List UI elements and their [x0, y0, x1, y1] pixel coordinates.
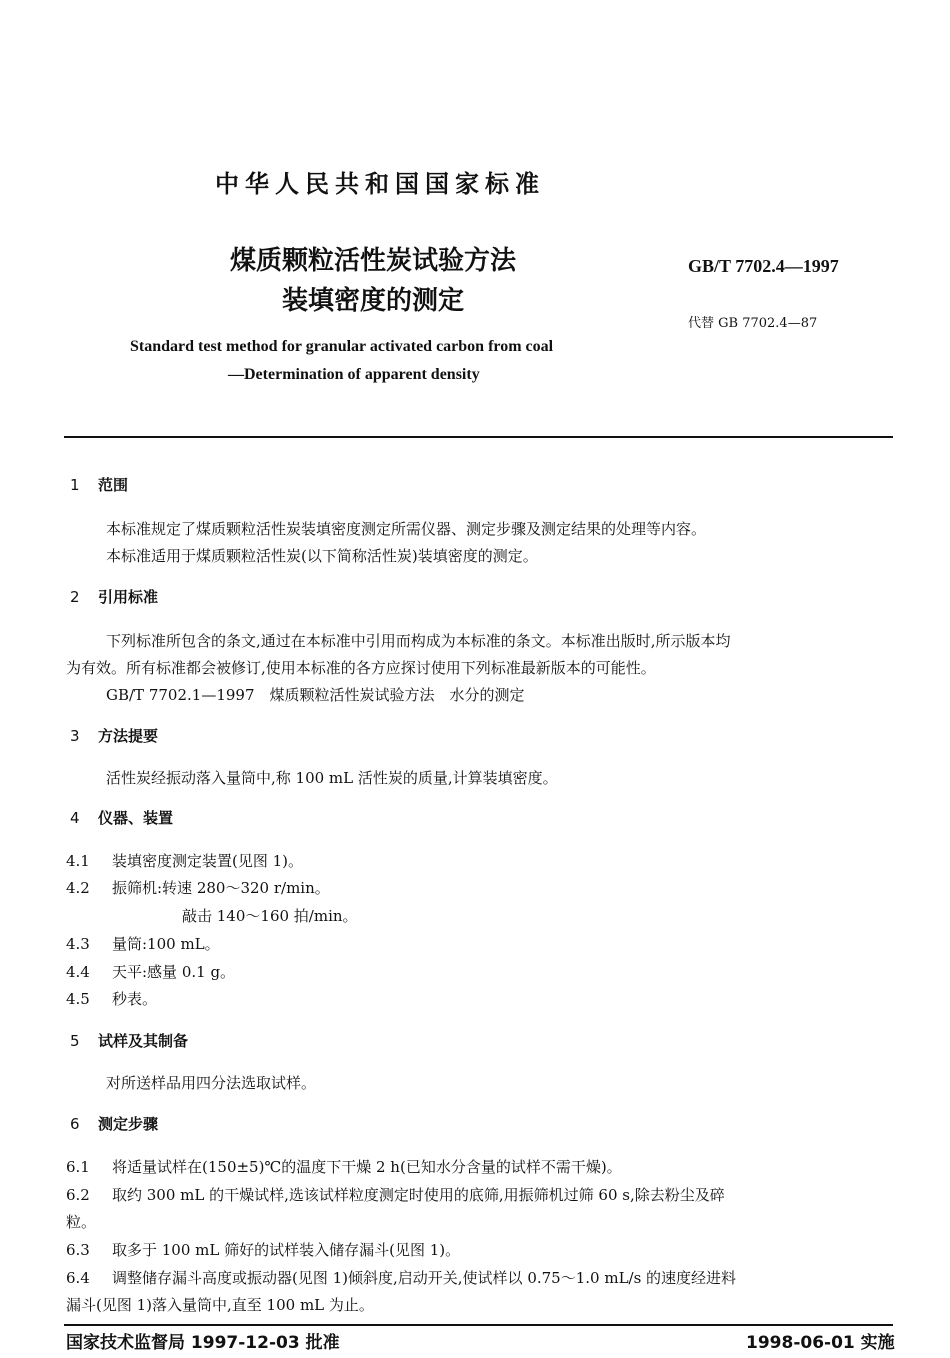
item-number: 6.2 [66, 1186, 90, 1204]
section-4-item [66, 961, 235, 982]
replaces-standard: 代替 GB 7702.4—87 [688, 316, 818, 331]
section-1-para-2: 本标准适用于煤质颗粒活性炭(以下简称活性炭)装填密度的测定。 [106, 547, 538, 565]
item-text: 敲击 140～160 拍/min。 [182, 907, 358, 925]
section-6-heading [70, 1113, 158, 1134]
standard-number: GB/T 7702.4—1997 [688, 256, 839, 276]
section-2-para-1a: 下列标准所包含的条文,通过在本标准中引用而构成为本标准的条文。本标准出版时,所示版本均 [106, 632, 731, 650]
section-number: 2 [70, 588, 80, 606]
item-text: 取多于 100 mL 筛好的试样装入储存漏斗(见图 1)。 [112, 1241, 461, 1259]
section-3-para-1: 活性炭经振动落入量筒中,称 100 mL 活性炭的质量,计算装填密度。 [106, 769, 558, 787]
item-number: 6.1 [66, 1158, 90, 1176]
item-text: 取约 300 mL 的干燥试样,选该试样粒度测定时使用的底筛,用振筛机过筛 60 s,除去粉尘及碎 [112, 1186, 725, 1204]
section-number: 3 [70, 727, 80, 745]
section-6-item [66, 1239, 460, 1260]
section-title: 引用标准 [98, 588, 159, 606]
section-number: 6 [70, 1115, 80, 1133]
header-divider [64, 436, 893, 438]
section-title: 方法提要 [98, 727, 159, 745]
item-text: 振筛机:转速 280～320 r/min。 [112, 879, 330, 897]
section-3-heading [70, 725, 158, 746]
approval-date: 国家技术监督局 1997-12-03 批准 [66, 1333, 340, 1353]
section-number: 5 [70, 1032, 80, 1050]
section-6-item-continuation [66, 1211, 96, 1232]
section-5-para-1: 对所送样品用四分法选取试样。 [106, 1074, 317, 1092]
item-text: 将适量试样在(150±5)℃的温度下干燥 2 h(已知水分含量的试样不需干燥)。 [112, 1158, 622, 1176]
section-2-heading [70, 586, 158, 607]
title-cn-line1: 煤质颗粒活性炭试验方法 [230, 246, 517, 276]
item-number: 6.4 [66, 1269, 90, 1287]
title-cn-line2: 装填密度的测定 [282, 286, 465, 316]
effective-date: 1998-06-01 实施 [746, 1333, 895, 1353]
section-4-heading [70, 807, 173, 828]
item-number: 4.3 [66, 935, 90, 953]
section-6-item [66, 1156, 622, 1177]
section-1-para-1: 本标准规定了煤质颗粒活性炭装填密度测定所需仪器、测定步骤及测定结果的处理等内容。 [106, 520, 707, 538]
section-title: 测定步骤 [98, 1115, 159, 1133]
section-title: 仪器、装置 [98, 809, 174, 827]
section-6-item-continuation [66, 1294, 374, 1315]
section-1-heading [70, 474, 128, 495]
item-text: 漏斗(见图 1)落入量筒中,直至 100 mL 为止。 [66, 1296, 374, 1314]
section-5-heading [70, 1030, 188, 1051]
footer-divider [64, 1324, 893, 1326]
item-text: 调整储存漏斗高度或振动器(见图 1)倾斜度,启动开关,使试样以 0.75～1.0 mL/s 的速度经进料 [112, 1269, 737, 1287]
section-2-para-1b: 为有效。所有标准都会被修订,使用本标准的各方应探讨使用下列标准最新版本的可能性。 [66, 659, 656, 677]
section-4-item [66, 877, 330, 898]
item-text: 量筒:100 mL。 [112, 935, 220, 953]
title-en-line2: —Determination of apparent density [228, 366, 480, 383]
section-4-item [66, 933, 220, 954]
item-text: 天平:感量 0.1 g。 [112, 963, 236, 981]
item-text: 装填密度测定装置(见图 1)。 [112, 852, 304, 870]
item-number: 4.4 [66, 963, 90, 981]
section-4-item [66, 988, 157, 1009]
item-number: 6.3 [66, 1241, 90, 1259]
item-number: 4.1 [66, 852, 90, 870]
section-number: 1 [70, 476, 80, 494]
item-number: 4.2 [66, 879, 90, 897]
section-4-item-continuation [182, 905, 358, 926]
national-standard-heading: 中华人民共和国国家标准 [215, 170, 545, 198]
section-4-item [66, 850, 303, 871]
item-text: 秒表。 [112, 990, 158, 1008]
section-number: 4 [70, 809, 80, 827]
section-title: 试样及其制备 [98, 1032, 189, 1050]
section-title: 范围 [98, 476, 129, 494]
title-en-line1: Standard test method for granular activated carbon from coal [130, 338, 554, 355]
section-6-item [66, 1184, 725, 1205]
section-6-item [66, 1267, 736, 1288]
item-text: 粒。 [66, 1213, 97, 1231]
item-number: 4.5 [66, 990, 90, 1008]
section-2-reference: GB/T 7702.1—1997 煤质颗粒活性炭试验方法 水分的测定 [106, 686, 525, 704]
